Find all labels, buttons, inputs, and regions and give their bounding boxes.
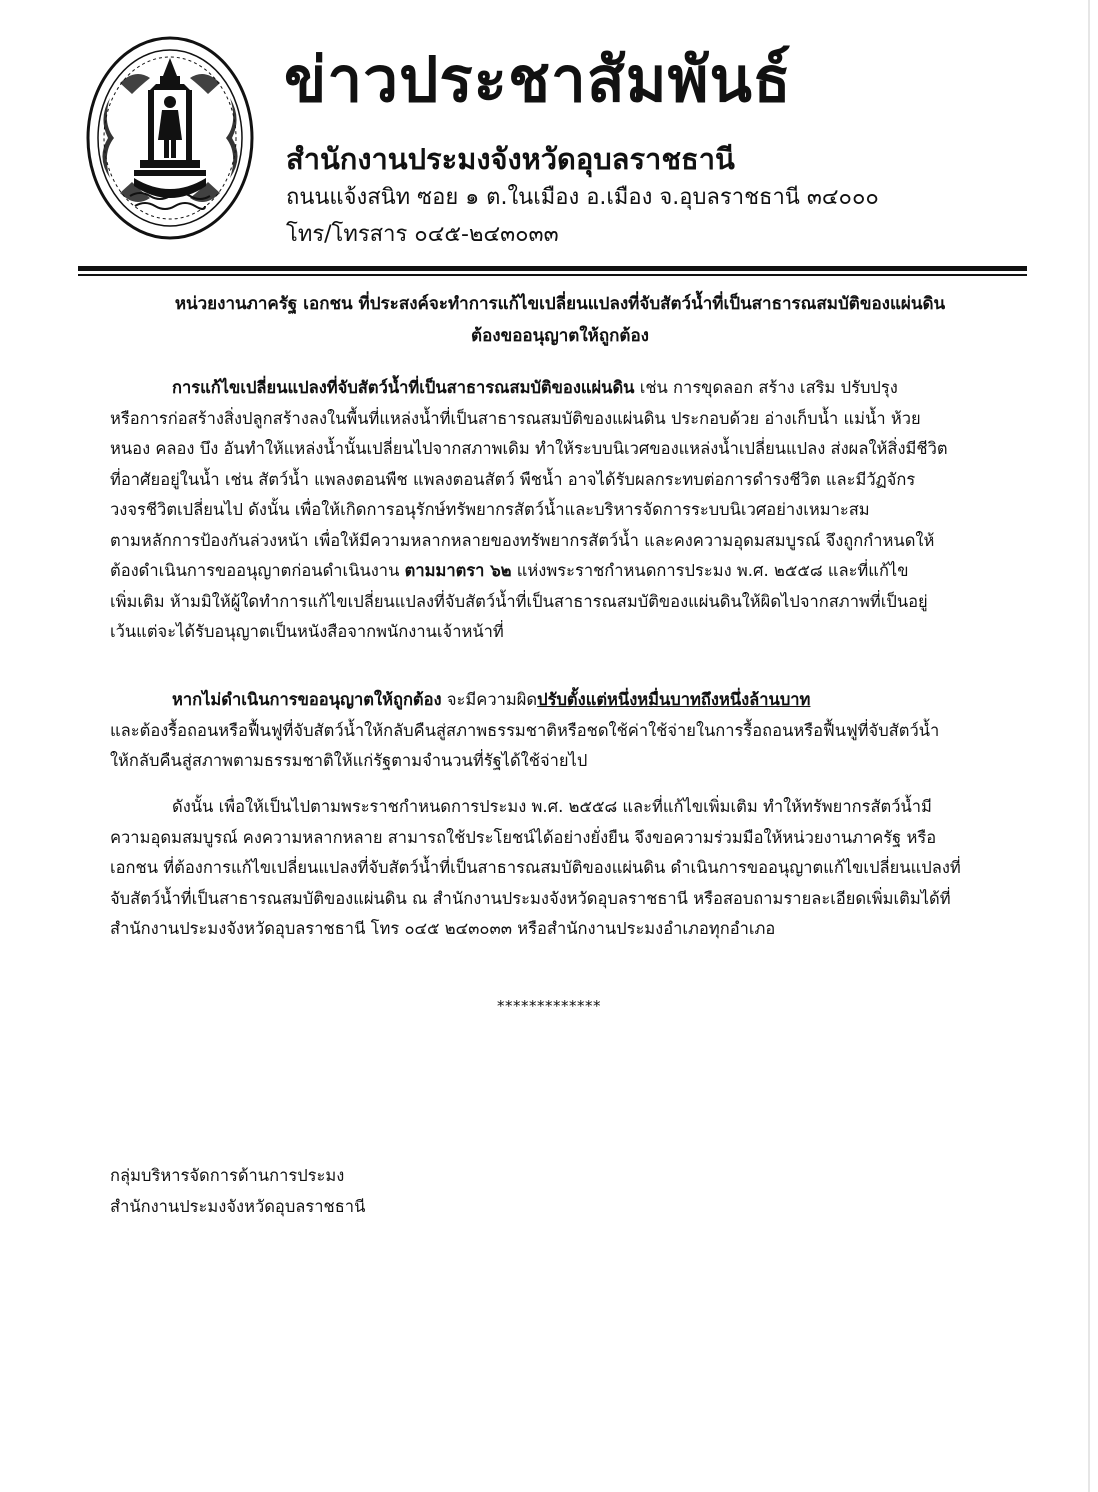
paragraph-1-bold-lead: การแก้ไขเปลี่ยนแปลงที่จับสัตว์น้ำที่เป็นสาธารณสมบัติของแผ่นดิน	[172, 378, 635, 397]
paragraph-3	[110, 792, 1015, 945]
header-rule-thick	[78, 266, 1027, 271]
organization-name: สำนักงานประมงจังหวัดอุบลราชธานี	[286, 142, 735, 176]
paragraph-2	[110, 685, 1015, 777]
organization-phone: โทร/โทรสาร ๐๔๕-๒๔๓๐๓๓	[286, 222, 559, 247]
emblem-seal-icon	[80, 28, 260, 248]
section-separator: *************	[497, 997, 601, 1015]
penalty-amount: ปรับตั้งแต่หนึ่งหมื่นบาทถึงหนึ่งล้านบาท	[537, 690, 811, 709]
paragraph-2-line-1	[110, 685, 1015, 716]
paragraph-3-line-4: จับสัตว์น้ำที่เป็นสาธารณสมบัติของแผ่นดิน ณ สำนักงานประมงจังหวัดอุบลราชธานี หรือสอบถามรายละเอียดเพิ่มเติมได้ที่	[110, 888, 951, 908]
paragraph-3-line-1: ดังนั้น เพื่อให้เป็นไปตามพระราชกำหนดการประมง พ.ศ. ๒๕๕๘ และที่แก้ไขเพิ่มเติม ทำให้ทรัพยากรสัตว์น้ำมี	[172, 797, 932, 816]
paragraph-1-line-5: วงจรชีวิตเปลี่ยนไป ดังนั้น เพื่อให้เกิดการอนุรักษ์ทรัพยากรสัตว์น้ำและบริหารจัดการระบบนิเวศอย่างเหมาะสม	[110, 500, 870, 519]
paragraph-2-line-1-mid: จะมีความผิด	[441, 690, 538, 709]
headline	[110, 288, 1010, 352]
paragraph-1-line-7-end: แห่งพระราชกำหนดการประมง พ.ศ. ๒๕๕๘ และที่แก้ไข	[511, 561, 909, 580]
paragraph-2-line-2: และต้องรื้อถอนหรือฟื้นฟูที่จับสัตว์น้ำให้กลับคืนสู่สภาพธรรมชาติหรือชดใช้ค่าใช้จ่ายในการรื้อถอนหรือฟื้นฟูที่จับสัตว์น้ำ	[110, 720, 940, 740]
paragraph-3-line-2: ความอุดมสมบูรณ์ คงความหลากหลาย สามารถใช้ประโยชน์ได้อย่างยั่งยืน จึงขอความร่วมมือให้หน่วยงานภาครัฐ หรือ	[110, 827, 937, 847]
paragraph-1-line-6: ตามหลักการป้องกันล่วงหน้า เพื่อให้มีความหลากหลายของทรัพยากรสัตว์น้ำ และคงความอุดมสมบูรณ์ จึงถูกกำหนดให้	[110, 530, 935, 550]
headline-line-1: หน่วยงานภาครัฐ เอกชน ที่ประสงค์จะทำการแก้ไขเปลี่ยนแปลงที่จับสัตว์น้ำที่เป็นสาธารณสมบัติของแผ่นดิน	[174, 294, 946, 314]
paragraph-3-line-5: สำนักงานประมงจังหวัดอุบลราชธานี โทร ๐๔๕ ๒๔๓๐๓๓ หรือสำนักงานประมงอำเภอทุกอำเภอ	[110, 919, 776, 938]
organization-address: ถนนแจ้งสนิท ซอย ๑ ต.ในเมือง อ.เมือง จ.อุบลราชธานี ๓๔๐๐๐	[286, 185, 879, 210]
paragraph-2-bold-lead: หากไม่ดำเนินการขออนุญาตให้ถูกต้อง	[172, 690, 442, 709]
paragraph-2-line-3: ให้กลับคืนสู่สภาพตามธรรมชาติให้แก่รัฐตามจำนวนที่รัฐได้ใช้จ่ายไป	[110, 751, 588, 770]
paragraph-1-line-1-rest: เช่น การขุดลอก สร้าง เสริม ปรับปรุง	[634, 378, 898, 397]
paragraph-1-line-9: เว้นแต่จะได้รับอนุญาตเป็นหนังสือจากพนักงานเจ้าหน้าที่	[110, 622, 504, 641]
header-rule-thin	[78, 274, 1027, 276]
signature-group: กลุ่มบริหารจัดการด้านการประมง	[110, 1166, 345, 1185]
document-title: ข่าวประชาสัมพันธ์	[284, 43, 792, 116]
signature-office: สำนักงานประมงจังหวัดอุบลราชธานี	[110, 1197, 366, 1216]
paragraph-1-line-7	[110, 556, 1015, 587]
paragraph-1-line-8: เพิ่มเติม ห้ามมิให้ผู้ใดทำการแก้ไขเปลี่ยนแปลงที่จับสัตว์น้ำที่เป็นสาธารณสมบัติของแผ่นดินให้ผิดไปจากสภาพที่เป็นอยู่	[110, 591, 928, 611]
paragraph-1-line-2: หรือการก่อสร้างสิ่งปลูกสร้างลงในพื้นที่แหล่งน้ำที่เป็นสาธารณสมบัติของแผ่นดิน ประกอบด้วย อ่างเก็บน้ำ แม่น้ำ ห้วย	[110, 408, 921, 428]
paragraph-1-line-7-start: ต้องดำเนินการขออนุญาตก่อนดำเนินงาน	[110, 561, 405, 580]
paragraph-1-line-3: หนอง คลอง บึง อันทำให้แหล่งน้ำนั้นเปลี่ยนไปจากสภาพเดิม ทำให้ระบบนิเวศของแหล่งน้ำเปลี่ยนแปลง ส่งผลให้สิ่งมีชีวิต	[110, 439, 948, 458]
paragraph-1-line-4: ที่อาศัยอยู่ในน้ำ เช่น สัตว์น้ำ แพลงตอนพืช แพลงตอนสัตว์ พืชน้ำ อาจได้รับผลกระทบต่อการดำรงชีวิต และมีวัฏจักร	[110, 469, 916, 489]
paragraph-1-line-1	[110, 373, 1015, 404]
paragraph-3-line-3: เอกชน ที่ต้องการแก้ไขเปลี่ยนแปลงที่จับสัตว์น้ำที่เป็นสาธารณสมบัติของแผ่นดิน ดำเนินการขออนุญาตแก้ไขเปลี่ยนแปลงที่	[110, 858, 961, 877]
paragraph-1	[110, 373, 1015, 648]
page-edge-divider	[1088, 0, 1090, 1492]
signature-block	[110, 1160, 365, 1222]
section-62-reference: ตามมาตรา ๖๒	[404, 561, 512, 580]
headline-line-2: ต้องขออนุญาตให้ถูกต้อง	[471, 326, 649, 346]
